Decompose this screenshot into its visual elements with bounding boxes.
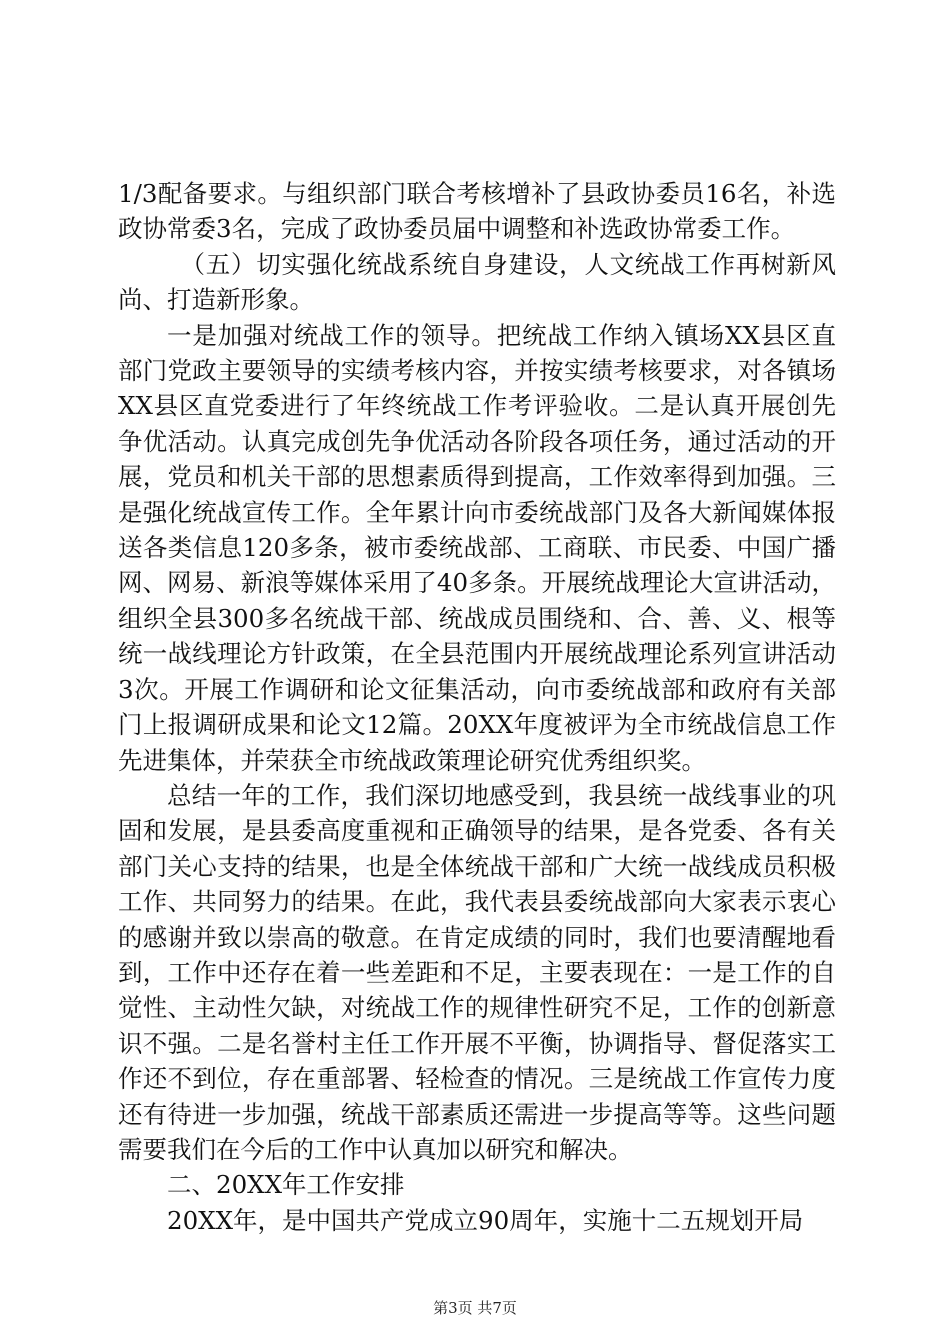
section-heading-five: （五）切实强化统战系统自身建设，人文统战工作再树新风尚、打造新形象。 <box>118 249 836 315</box>
section-heading-two: 二、20XX年工作安排 <box>167 1170 405 1200</box>
paragraph-summary: 总结一年的工作，我们深切地感受到，我县统一战线事业的巩固和发展，是县委高度重视和正确领导的结果，是各党委、各有关部门关心支持的结果，也是全体统战干部和广大统一战线成员积极工作、共同努力的结果。在此，我代表县委统战部向大家表示衷心的感谢并致以崇高的敬意。在肯定成绩的同时，我们也要清醒地看到，工作中还存在着一些差距和不足，主要表现在：一是工作的自觉性、主动性欠缺，对统战工作的规律性研究不足，工作的创新意识不强。二是名誉村主任工作开展不平衡，协调指导、督促落实工作还不到位，存在重部署、轻检查的情况。三是统战工作宣传力度还有待进一步加强，统战干部素质还需进一步提高等等。这些问题需要我们在今后的工作中认真加以研究和解决。 <box>118 780 836 1164</box>
document-body <box>118 176 836 1238</box>
page-number-footer: 第3页 共7页 <box>433 1299 517 1317</box>
paragraph-continuation: 1/3配备要求。与组织部门联合考核增补了县政协委员16名，补选政协常委3名，完成了政协委员届中调整和补选政协常委工作。 <box>118 179 836 244</box>
paragraph-leadership: 一是加强对统战工作的领导。把统战工作纳入镇场XX县区直部门党政主要领导的实绩考核内容，并按实绩考核要求，对各镇场XX县区直党委进行了年终统战工作考评验收。二是认真开展创先争优活动。认真完成创先争优活动各阶段各项任务，通过活动的开展，党员和机关干部的思想素质得到提高，工作效率得到加强。三是强化统战宣传工作。全年累计向市委统战部门及各大新闻媒体报送各类信息120多条，被市委统战部、工商联、市民委、中国广播网、网易、新浪等媒体采用了40多条。开展统战理论大宣讲活动，组织全县300多名统战干部、统战成员围绕和、合、善、义、根等统一战线理论方针政策，在全县范围内开展统战理论系列宣讲活动3次。开展工作调研和论文征集活动，向市委统战部和政府有关部门上报调研成果和论文12篇。20XX年度被评为全市统战信息工作先进集体，并荣获全市统战政策理论研究优秀组织奖。 <box>118 320 836 775</box>
paragraph-plan-intro: 20XX年，是中国共产党成立90周年，实施十二五规划开局 <box>167 1205 804 1235</box>
